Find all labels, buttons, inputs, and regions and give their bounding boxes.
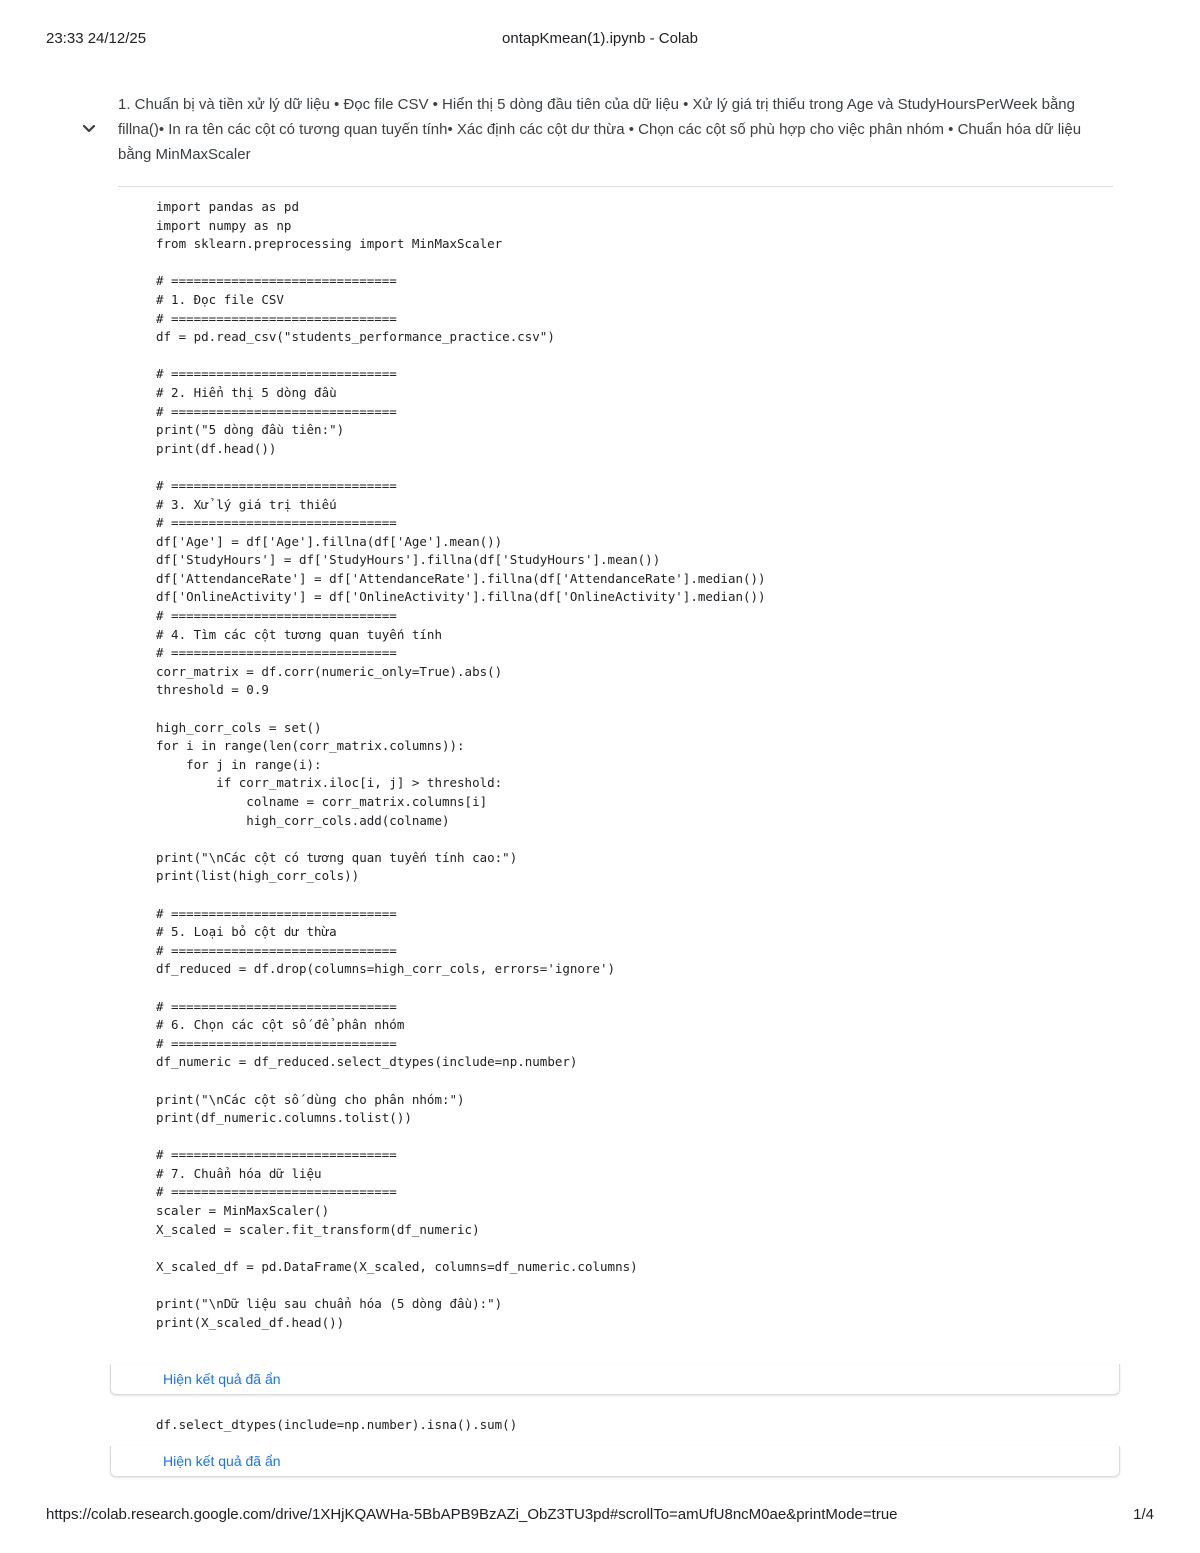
cell-divider [118,186,1113,187]
print-timestamp: 23:33 24/12/25 [46,30,147,47]
code-cell-2-source[interactable]: df.select_dtypes(include=np.number).isna().sum() [156,1417,518,1432]
show-hidden-output-button[interactable]: Hiện kết quả đã ẩn [163,1453,281,1469]
print-footer [46,1506,1154,1526]
page-url: https://colab.research.google.com/drive/1XHjKQAWHa-5BbAPB9BzAZi_ObZ3TU3pd#scrollTo=amUfU8ncM0ae&printMode=true [46,1506,898,1523]
page-title: ontapKmean(1).ipynb - Colab [502,30,698,47]
output-area-2 [110,1446,1120,1477]
code-cell-1-source[interactable]: import pandas as pd import numpy as np from sklearn.preprocessing import MinMaxScaler # ============================== # 1. Đọc file CSV # ============================== df = pd.read_csv("students_performance_practice.csv") # ============================== # 2. Hiển thị 5 dòng đầu # ============================== print("5 dòng đầu tiên:") print(df.head()) # ============================== # 3. Xử lý giá trị thiếu # ============================== df['Age'] = df['Age'].fillna(df['Age'].mean()) df['StudyHours'] = df['StudyHours'].fillna(df['StudyHours'].mean()) df['AttendanceRate'] = df['AttendanceRate'].fillna(df['AttendanceRate'].median()) df['OnlineActivity'] = df['OnlineActivity'].fillna(df['OnlineActivity'].median()) # ============================== # 4. Tìm các cột tương quan tuyến tính # ============================== corr_matrix = df.corr(numeric_only=True).abs() threshold = 0.9 high_corr_cols = set() for i in range(len(corr_matrix.columns)): for j in range(i): if corr_matrix.iloc[i, j] > threshold: colname = corr_matrix.columns[i] high_corr_cols.add(colname) print("\nCác cột có tương quan tuyến tính cao:") print(list(high_corr_cols)) # ============================== # 5. Loại bỏ cột dư thừa # ============================== df_reduced = df.drop(columns=high_corr_cols, errors='ignore') # ============================== # 6. Chọn các cột số để phân nhóm # ============================== df_numeric = df_reduced.select_dtypes(include=np.number) print("\nCác cột số dùng cho phân nhóm:") print(df_numeric.columns.tolist()) # ============================== # 7. Chuẩn hóa dữ liệu # ============================== scaler = MinMaxScaler() X_scaled = scaler.fit_transform(df_numeric) X_scaled_df = pd.DataFrame(X_scaled, columns=df_numeric.columns) print("\nDữ liệu sau chuẩn hóa (5 dòng đầu):") print(X_scaled_df.head()) [156,199,766,1330]
page-number: 1/4 [1133,1506,1154,1523]
show-hidden-output-button[interactable]: Hiện kết quả đã ẩn [163,1371,281,1387]
output-area-1 [110,1364,1120,1395]
chevron-down-icon[interactable] [80,120,98,138]
markdown-text: 1. Chuẩn bị và tiền xử lý dữ liệu • Đọc file CSV • Hiển thị 5 dòng đầu tiên của dữ liệu • Xử lý giá trị thiếu trong Age và StudyHoursPerWeek bằng fillna()• In ra tên các cột có tương quan tuyến tính• Xác định các cột dư thừa • Chọn các cột số phù hợp cho việc phân nhóm • Chuẩn hóa dữ liệu bằng MinMaxScaler [118,96,1082,163]
print-header [46,30,1154,50]
